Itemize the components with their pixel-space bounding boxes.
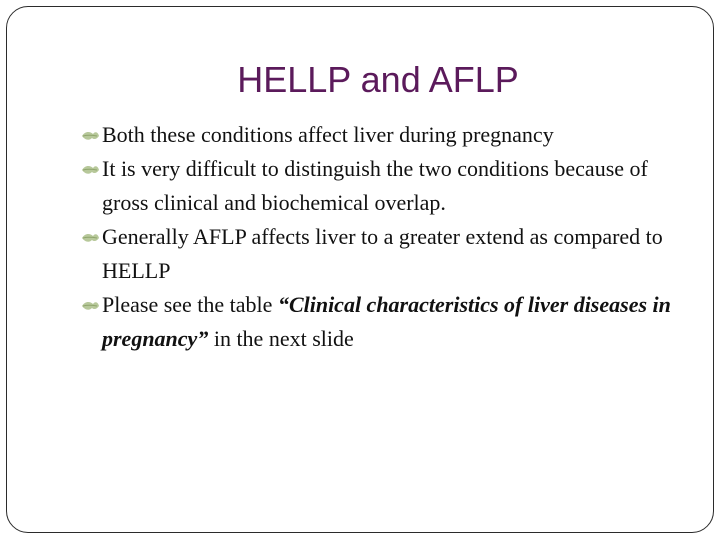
- fleuron-bullet-icon: [80, 299, 100, 313]
- fleuron-bullet-icon: [80, 129, 100, 143]
- table-reference: “Clinical characteristics of liver diseases in pregnancy”: [102, 292, 671, 351]
- bullet-item: [80, 288, 680, 356]
- bullet-text: [102, 288, 680, 356]
- bullet-text: Generally AFLP affects liver to a greater extend as compared to HELLP: [102, 224, 663, 283]
- bullet-prefix: Please see the table: [102, 292, 278, 317]
- fleuron-bullet-icon: [80, 163, 100, 177]
- bullet-item: [80, 220, 680, 288]
- bullet-suffix: in the next slide: [208, 326, 354, 351]
- bullet-item: [80, 118, 680, 152]
- fleuron-bullet-icon: [80, 231, 100, 245]
- bullet-item: [80, 152, 680, 220]
- slide-title: HELLP and AFLP: [237, 59, 519, 100]
- bullet-list: [80, 118, 680, 356]
- bullet-text: It is very difficult to distinguish the two conditions because of gross clinical and biochemical overlap.: [102, 156, 648, 215]
- bullet-text: Both these conditions affect liver during pregnancy: [102, 122, 554, 147]
